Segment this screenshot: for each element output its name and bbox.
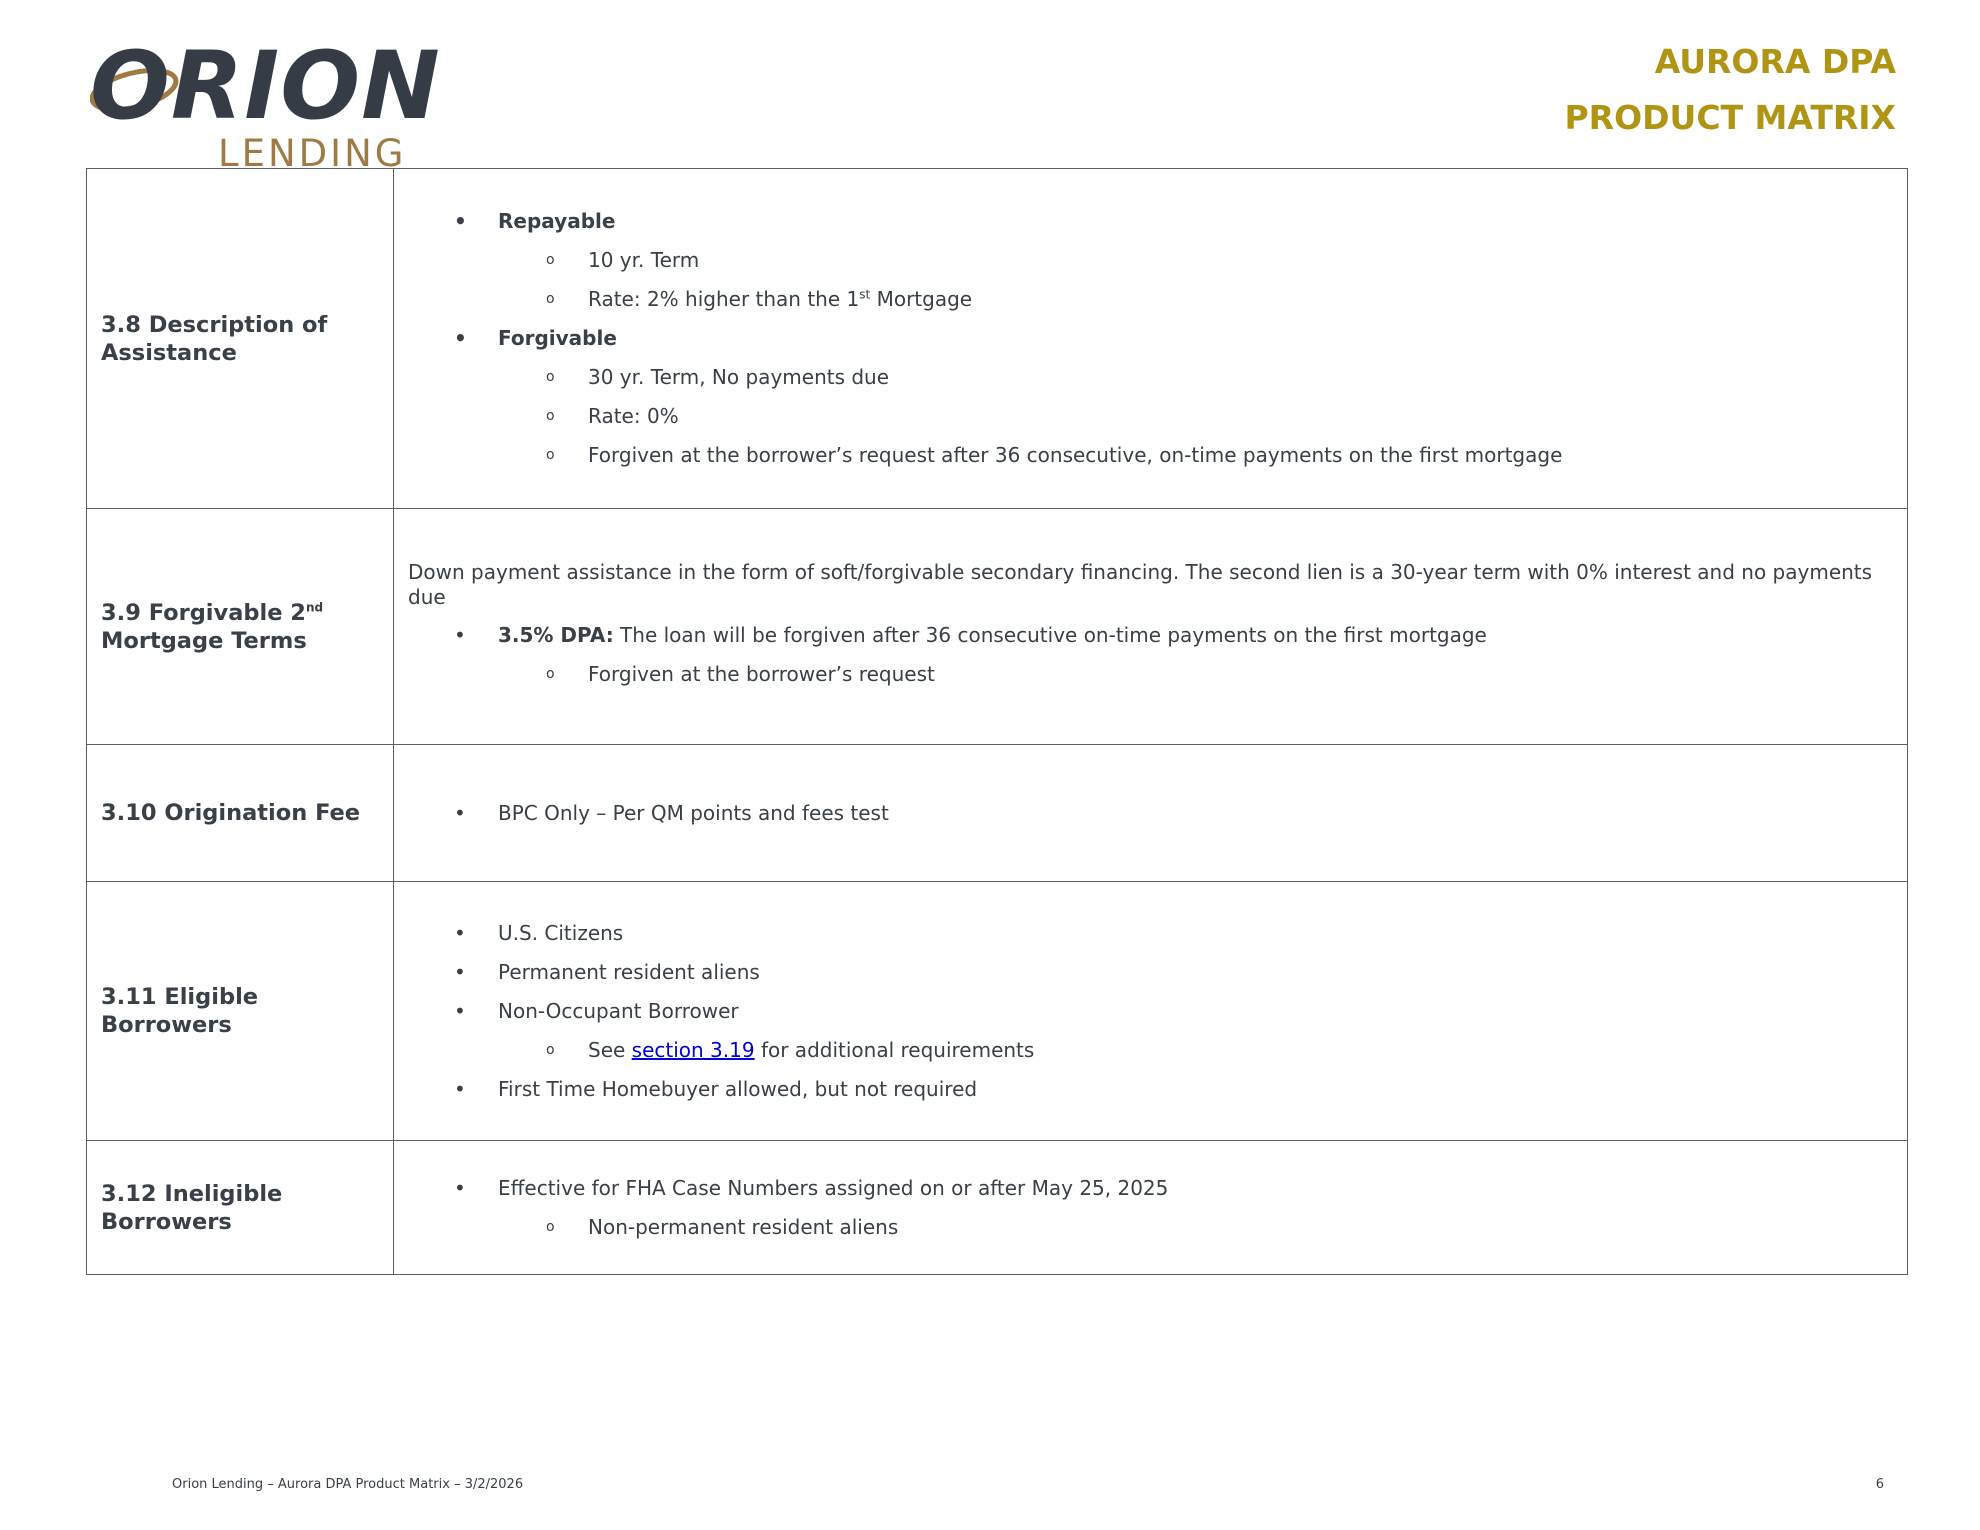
list-item: • Effective for FHA Case Numbers assigned on or after May 25, 2025: [408, 1169, 1893, 1208]
list-item: o 10 yr. Term: [408, 241, 1893, 280]
list-item: o Non-permanent resident aliens: [408, 1208, 1893, 1247]
list-item: o Forgiven at the borrower’s request after 36 consecutive, on-time payments on the first mortgage: [408, 436, 1893, 475]
superscript: st: [859, 287, 871, 302]
list-item: o Rate: 0%: [408, 397, 1893, 436]
logo-subtitle: LENDING: [218, 132, 407, 175]
list-item: [408, 280, 1893, 319]
bullet-list: [408, 202, 1893, 475]
superscript: nd: [305, 600, 324, 614]
row-content: [394, 882, 1908, 1141]
text-fragment: for additional requirements: [754, 1037, 1035, 1062]
logo-wordmark: ORION: [90, 32, 441, 141]
text-fragment: The loan will be forgiven after 36 consecutive on-time payments on the first mortgage: [613, 622, 1487, 647]
row-label: 3.12 Ineligible Borrowers: [87, 1141, 394, 1275]
row-label: 3.8 Description of Assistance: [87, 169, 394, 509]
title-line-1: AURORA DPA: [1654, 42, 1896, 81]
row-content: [394, 1141, 1908, 1275]
text-fragment: 3.5% DPA:: [498, 622, 614, 647]
list-item: • BPC Only – Per QM points and fees test: [408, 794, 1893, 833]
row-label: [87, 509, 394, 745]
table-row: [87, 882, 1908, 1141]
footer-text: Orion Lending – Aurora DPA Product Matrix – 3/2/2026: [172, 1477, 524, 1492]
orion-lending-logo: [90, 32, 441, 175]
bullet-list: [408, 794, 1893, 833]
table-row: [87, 509, 1908, 745]
bullet-list: [408, 616, 1893, 694]
list-item: • Permanent resident aliens: [408, 953, 1893, 992]
description-paragraph: Down payment assistance in the form of soft/forgivable secondary financing. The second lien is a 30-year term with 0% interest and no payments due: [408, 559, 1873, 609]
list-item: • U.S. Citizens: [408, 914, 1893, 953]
text-fragment: 3.9 Forgivable 2: [101, 599, 306, 626]
text-fragment: Rate: 2% higher than the 1: [588, 287, 860, 311]
text-fragment: Mortgage Terms: [101, 627, 307, 654]
table-row: [87, 745, 1908, 882]
bullet-list: [408, 1169, 1893, 1247]
row-content: [394, 745, 1908, 882]
row-content: [394, 509, 1908, 745]
row-label: 3.11 Eligible Borrowers: [87, 882, 394, 1141]
list-item: o Forgiven at the borrower’s request: [408, 655, 1893, 694]
row-label: 3.10 Origination Fee: [87, 745, 394, 882]
title-line-2: PRODUCT MATRIX: [1564, 98, 1896, 137]
table-row: [87, 1141, 1908, 1275]
text-fragment: Mortgage: [870, 287, 973, 311]
list-item: • Non-Occupant Borrower: [408, 992, 1893, 1031]
list-item: • Repayable: [408, 202, 1893, 241]
bullet-list: [408, 914, 1893, 1109]
table-row: [87, 169, 1908, 509]
document-title: [1564, 34, 1896, 146]
product-matrix-table: [86, 168, 1908, 1275]
list-item: [408, 616, 1893, 655]
section-3-19-link[interactable]: section 3.19: [631, 1037, 755, 1062]
list-item: o 30 yr. Term, No payments due: [408, 358, 1893, 397]
list-item: • Forgivable: [408, 319, 1893, 358]
list-item: • First Time Homebuyer allowed, but not required: [408, 1070, 1893, 1109]
row-content: [394, 169, 1908, 509]
list-item: [408, 1031, 1893, 1070]
page-number: 6: [1875, 1477, 1884, 1492]
text-fragment: See: [588, 1037, 632, 1062]
